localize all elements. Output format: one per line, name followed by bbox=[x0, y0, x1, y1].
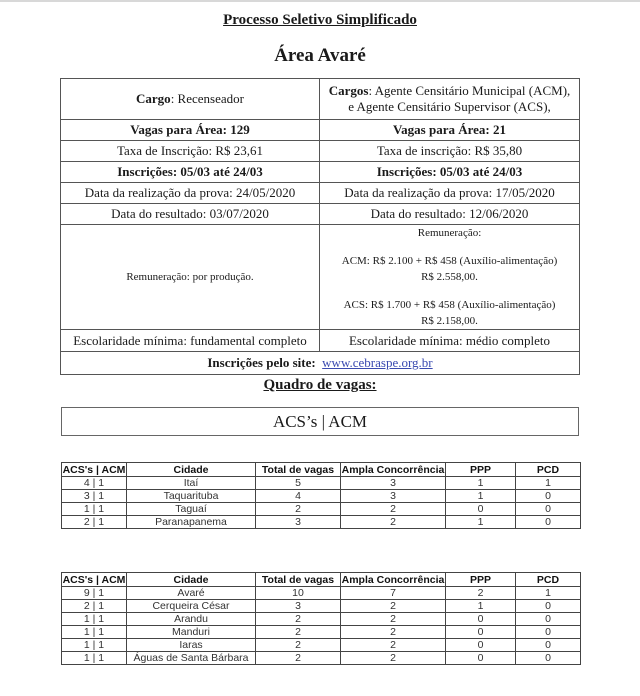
cell-cidade: Itaí bbox=[127, 477, 256, 490]
cell-ppp: 0 bbox=[446, 639, 516, 652]
table-row bbox=[62, 626, 581, 639]
data-prova-left: Data da realização da prova: 24/05/2020 bbox=[61, 183, 320, 204]
table-row bbox=[62, 600, 581, 613]
remuneracao-right bbox=[320, 225, 580, 330]
info-row-data-prova bbox=[61, 183, 580, 204]
cell-pcd: 0 bbox=[516, 613, 581, 626]
col-total: Total de vagas bbox=[256, 573, 341, 587]
acs-acm-box: ACS’s | ACM bbox=[61, 407, 579, 436]
cell-ppp: 0 bbox=[446, 503, 516, 516]
col-pcd: PCD bbox=[516, 463, 581, 477]
cell-pcd: 0 bbox=[516, 516, 581, 529]
quadro-title: Quadro de vagas: bbox=[263, 377, 377, 393]
document-title: Processo Seletivo Simplificado bbox=[223, 12, 417, 28]
cell-total: 3 bbox=[256, 516, 341, 529]
cell-cidade: Manduri bbox=[127, 626, 256, 639]
cell-ampla: 2 bbox=[341, 652, 446, 665]
cell-cidade: Águas de Santa Bárbara bbox=[127, 652, 256, 665]
cell-pcd: 1 bbox=[516, 587, 581, 600]
cell-acs-acm: 2 | 1 bbox=[62, 516, 127, 529]
cell-pcd: 0 bbox=[516, 639, 581, 652]
taxa-right: Taxa de inscrição: R$ 35,80 bbox=[320, 141, 580, 162]
cargos-value-line2: e Agente Censitário Supervisor (ACS), bbox=[348, 99, 551, 114]
cell-ppp: 1 bbox=[446, 477, 516, 490]
cell-acs-acm: 1 | 1 bbox=[62, 652, 127, 665]
cell-pcd: 0 bbox=[516, 652, 581, 665]
info-row-escolaridade bbox=[61, 330, 580, 352]
cell-acs-acm: 9 | 1 bbox=[62, 587, 127, 600]
cell-total: 4 bbox=[256, 490, 341, 503]
cargo-right bbox=[320, 79, 580, 120]
col-cidade: Cidade bbox=[127, 573, 256, 587]
cell-acs-acm: 1 | 1 bbox=[62, 639, 127, 652]
info-row-site bbox=[61, 352, 580, 375]
cell-total: 2 bbox=[256, 652, 341, 665]
cell-ampla: 3 bbox=[341, 490, 446, 503]
escolaridade-right: Escolaridade mínima: médio completo bbox=[320, 330, 580, 352]
remuneracao-title: Remuneração: bbox=[417, 227, 482, 239]
table-row bbox=[62, 490, 581, 503]
site-label: Inscrições pelo site: bbox=[207, 355, 316, 370]
remuneracao-acm-line2: R$ 2.558,00. bbox=[421, 271, 478, 283]
cell-pcd: 1 bbox=[516, 477, 581, 490]
site-link[interactable]: www.cebraspe.org.br bbox=[322, 355, 433, 370]
table-row bbox=[62, 587, 581, 600]
taxa-left: Taxa de Inscrição: R$ 23,61 bbox=[61, 141, 320, 162]
col-cidade: Cidade bbox=[127, 463, 256, 477]
cell-acs-acm: 1 | 1 bbox=[62, 613, 127, 626]
col-ppp: PPP bbox=[446, 463, 516, 477]
cell-ampla: 2 bbox=[341, 516, 446, 529]
info-table bbox=[60, 78, 580, 375]
cell-total: 2 bbox=[256, 613, 341, 626]
table-row bbox=[62, 652, 581, 665]
cell-cidade: Paranapanema bbox=[127, 516, 256, 529]
col-acs-acm: ACS's | ACM bbox=[62, 463, 126, 476]
cell-cidade: Cerqueira César bbox=[127, 600, 256, 613]
cell-cidade: Taquarituba bbox=[127, 490, 256, 503]
col-ampla: Ampla Concorrência bbox=[341, 463, 445, 476]
remuneracao-acs-line1: ACS: R$ 1.700 + R$ 458 (Auxílio-alimentação) bbox=[343, 299, 556, 311]
cell-cidade: Taguaí bbox=[127, 503, 256, 516]
vagas-left: Vagas para Área: 129 bbox=[61, 120, 320, 141]
cell-ampla: 2 bbox=[341, 639, 446, 652]
cell-ppp: 0 bbox=[446, 613, 516, 626]
remuneracao-left: Remuneração: por produção. bbox=[61, 225, 320, 330]
cell-ppp: 1 bbox=[446, 490, 516, 503]
remuneracao-acm-line1: ACM: R$ 2.100 + R$ 458 (Auxílio-alimentação) bbox=[341, 255, 558, 267]
cell-acs-acm: 1 | 1 bbox=[62, 626, 127, 639]
info-row-vagas bbox=[61, 120, 580, 141]
remuneracao-acs-line2: R$ 2.158,00. bbox=[421, 315, 478, 327]
table-row bbox=[62, 477, 581, 490]
escolaridade-left: Escolaridade mínima: fundamental completo bbox=[61, 330, 320, 352]
info-row-inscricoes bbox=[61, 162, 580, 183]
table-row bbox=[62, 639, 581, 652]
cell-ppp: 1 bbox=[446, 516, 516, 529]
cell-acs-acm: 3 | 1 bbox=[62, 490, 127, 503]
cargo-left bbox=[61, 79, 320, 120]
cell-total: 2 bbox=[256, 626, 341, 639]
cell-acs-acm: 1 | 1 bbox=[62, 503, 127, 516]
cell-acs-acm: 2 | 1 bbox=[62, 600, 127, 613]
cell-ampla: 7 bbox=[341, 587, 446, 600]
table-row bbox=[62, 516, 581, 529]
col-acs-acm: ACS's | ACM bbox=[62, 573, 126, 586]
cell-total: 2 bbox=[256, 503, 341, 516]
vagas-right: Vagas para Área: 21 bbox=[320, 120, 580, 141]
cell-cidade: Arandu bbox=[127, 613, 256, 626]
cell-ampla: 2 bbox=[341, 600, 446, 613]
cell-ampla: 3 bbox=[341, 477, 446, 490]
data-resultado-right: Data do resultado: 12/06/2020 bbox=[320, 204, 580, 225]
table-row bbox=[62, 613, 581, 626]
table-header-row bbox=[62, 573, 581, 587]
info-row-data-resultado bbox=[61, 204, 580, 225]
inscricoes-left: Inscrições: 05/03 até 24/03 bbox=[61, 162, 320, 183]
document-subtitle: Área Avaré bbox=[274, 45, 366, 66]
cell-pcd: 0 bbox=[516, 490, 581, 503]
col-pcd: PCD bbox=[516, 573, 581, 587]
cell-ppp: 1 bbox=[446, 600, 516, 613]
cell-cidade: Iaras bbox=[127, 639, 256, 652]
cell-pcd: 0 bbox=[516, 626, 581, 639]
col-ppp: PPP bbox=[446, 573, 516, 587]
cargo-label: Cargo bbox=[136, 91, 171, 106]
cell-ampla: 2 bbox=[341, 613, 446, 626]
cell-ppp: 0 bbox=[446, 652, 516, 665]
col-ampla: Ampla Concorrência bbox=[341, 573, 445, 586]
inscricoes-right: Inscrições: 05/03 até 24/03 bbox=[320, 162, 580, 183]
cell-total: 10 bbox=[256, 587, 341, 600]
cell-pcd: 0 bbox=[516, 503, 581, 516]
vagas-table-2 bbox=[61, 572, 581, 665]
cell-cidade: Avaré bbox=[127, 587, 256, 600]
info-row-taxa bbox=[61, 141, 580, 162]
col-total: Total de vagas bbox=[256, 463, 341, 477]
data-resultado-left: Data do resultado: 03/07/2020 bbox=[61, 204, 320, 225]
cell-total: 5 bbox=[256, 477, 341, 490]
info-row-remuneracao bbox=[61, 225, 580, 330]
data-prova-right: Data da realização da prova: 17/05/2020 bbox=[320, 183, 580, 204]
cell-total: 2 bbox=[256, 639, 341, 652]
cell-ampla: 2 bbox=[341, 503, 446, 516]
cell-acs-acm: 4 | 1 bbox=[62, 477, 127, 490]
cell-pcd: 0 bbox=[516, 600, 581, 613]
site-cell bbox=[61, 352, 580, 375]
cargos-value-line1: : Agente Censitário Municipal (ACM), bbox=[368, 83, 571, 98]
cell-ppp: 0 bbox=[446, 626, 516, 639]
cargos-label: Cargos bbox=[328, 83, 369, 98]
vagas-table-1 bbox=[61, 462, 581, 529]
table-row bbox=[62, 503, 581, 516]
cell-ppp: 2 bbox=[446, 587, 516, 600]
cell-total: 3 bbox=[256, 600, 341, 613]
info-row-cargo bbox=[61, 79, 580, 120]
cargo-value: : Recenseador bbox=[170, 91, 244, 106]
cell-ampla: 2 bbox=[341, 626, 446, 639]
page-top-edge bbox=[0, 0, 640, 2]
table-header-row bbox=[62, 463, 581, 477]
